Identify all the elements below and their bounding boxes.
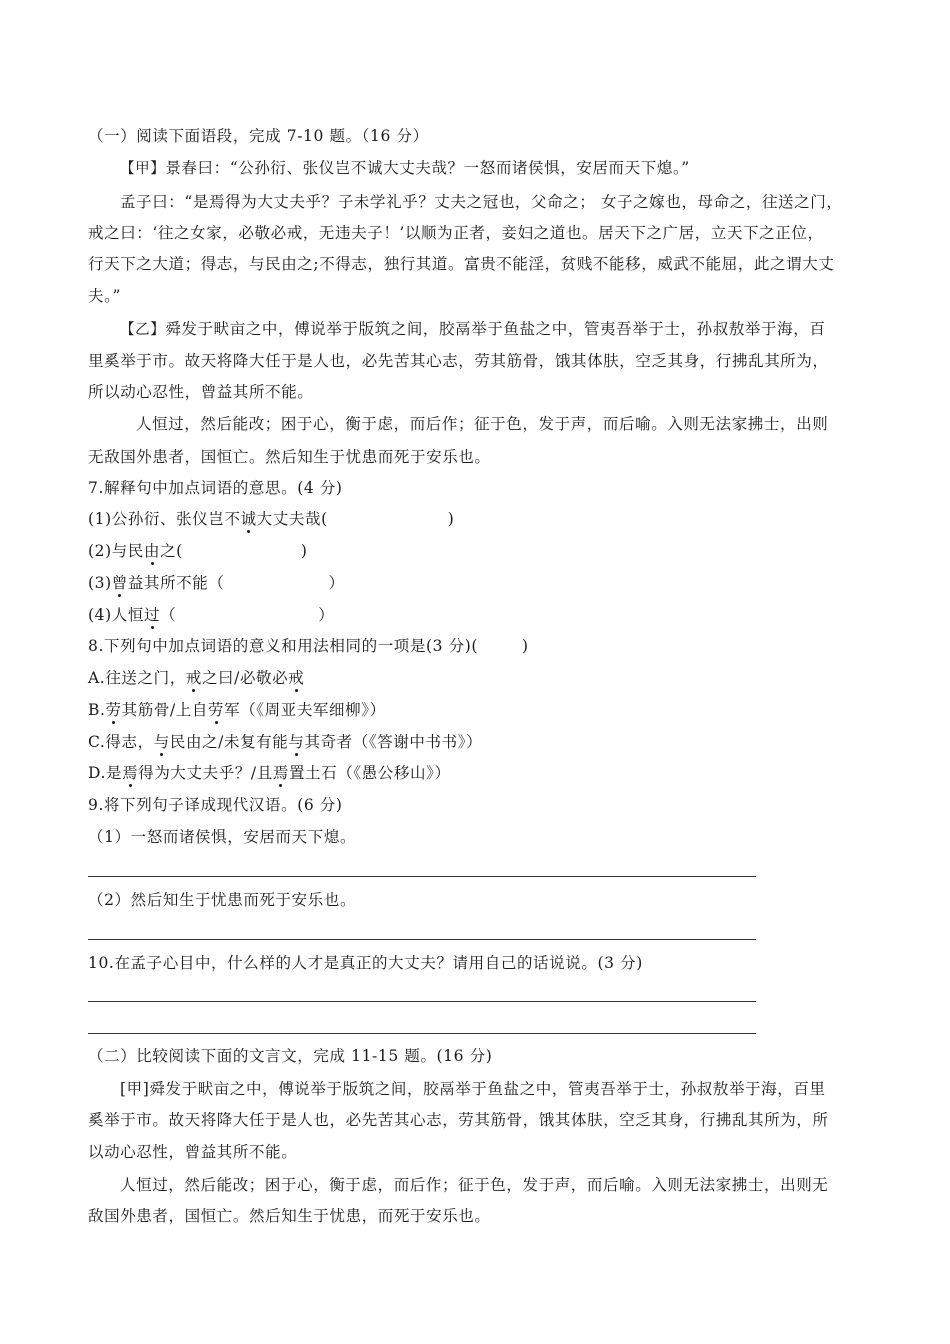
q7-stem: 7.解释句中加点词语的意思。(4 分) [88,479,343,497]
q7-item4-post: （ [160,606,177,624]
yi-label: 【乙】 [120,322,166,338]
q7-item1-pre: (1)公孙衍、张仪岂不 [88,510,241,528]
q7-item2-dotted-word: 由 [143,542,161,560]
jia-p2-line4: 夫。” [88,287,121,305]
q8-d-part1: D.是 [88,764,123,782]
yi-p1-line3: 所以动心忍性，曾益其所不能。 [88,383,314,401]
passage-jia-intro [120,157,690,180]
q7-item3-post: 益其所不能（ [127,574,225,592]
q10-stem: 10.在孟子心目中，什么样的人才是真正的大丈夫？请用自己的话说说。(3 分) [88,954,643,972]
q8-b-dotted2: 劳 [207,701,225,719]
q7-item3-dotted-word: 曾 [111,574,128,592]
q7-item3-close: ） [328,574,345,592]
q7-item1-dotted-word: 诚 [240,510,257,528]
q8-c-part1: C.得志， [88,733,154,751]
passage-yi-line1 [120,318,825,341]
q8-option-a[interactable] [88,667,304,689]
q8-a-part1: A.往送之门， [88,669,186,687]
q9-sentence2: （2）然后知生于忧患而死于安乐也。 [88,891,357,909]
q8-b-part1: B. [88,701,106,719]
q10-answer-line1[interactable] [88,1001,756,1002]
jia-label: 【甲】 [120,161,166,177]
q7-item2-close: ) [300,542,308,560]
q8-c-dotted1: 与 [153,733,170,751]
q8-option-d[interactable] [88,762,451,784]
jia-p2-line1: 孟子曰：“是焉得为大丈夫乎？子未学礼乎？丈夫之冠也，父命之； 女子之嫁也，母命之，往送之门， [120,193,843,211]
q8-b-dotted1: 劳 [105,701,122,719]
q8-d-part2: 得为大丈夫乎？/且 [138,764,273,782]
q7-item1-close: ) [447,510,455,528]
q7-item4-close: ） [318,606,335,624]
yi-p2-line1: 人恒过，然后能改；困于心，衡于虑，而后作；征于色，发于声，而后喻。入则无法家拂士，出则 [136,415,829,433]
q8-d-part3: 置土石（《愚公移山》） [288,764,451,782]
q9-stem: 9.将下列句子译成现代汉语。(6 分) [88,796,343,814]
q8-d-dotted1: 焉 [122,764,139,782]
q7-item2 [88,540,307,562]
section2-p1-line1: [甲]舜发于畎亩之中，傅说举于版筑之间，胶鬲举于鱼盐之中，管夷吾举于士，孙叔敖举于海，百里 [120,1080,826,1098]
q8-stem [88,635,529,657]
q8-a-part2: 之曰/必敬必 [201,669,289,687]
q8-stem-text: 8.下列句中加点词语的意义和用法相同的一项是(3 分)( [88,637,479,655]
yi-p1-line1-text: 舜发于畎亩之中，傅说举于版筑之间，胶鬲举于鱼盐之中，管夷吾举于士，孙叔敖举于海，百 [165,320,826,338]
section2-p2-line2: 敌国外患者，国恒亡。然后知生于忧患，而死于安乐也。 [88,1207,491,1225]
q8-option-b[interactable] [88,699,386,721]
q9-sentence1: （1）一怒而诸侯惧，安居而天下熄。 [88,828,357,846]
section2-p2-line1: 人恒过，然后能改；困于心，衡于虑，而后作；征于色，发于声，而后喻。入则无法家拂士，出则无 [120,1176,829,1194]
q8-c-part2: 民由之/未复有能 [169,733,289,751]
q8-a-dotted2: 戒 [288,669,305,687]
q7-item3 [88,572,345,594]
q7-item3-pre: (3) [88,574,112,592]
q8-d-dotted2: 焉 [272,764,289,782]
q7-item2-post: 之( [160,542,183,560]
q7-item1-post: 大丈夫哉( [256,510,328,528]
q9-answer-line2[interactable] [88,939,756,940]
q8-b-part2: 其筋骨/上自 [121,701,208,719]
q7-item2-pre: (2)与民 [88,542,144,560]
section2-p1-line3: 以动心忍性，曾益其所不能。 [88,1143,298,1161]
q8-stem-close: ) [522,637,529,655]
q9-answer-line1[interactable] [88,876,756,877]
q8-option-c[interactable] [88,731,482,753]
jia-p1-text: 景春曰：“公孙衍、张仪岂不诚大丈夫哉？一怒而诸侯惧，安居而天下熄。” [165,159,690,177]
section2-heading: （二）比较阅读下面的文言文，完成 11-15 题。(16 分) [88,1047,493,1065]
q8-b-part3: 军（《周亚夫军细柳》） [224,701,386,719]
jia-p2-line2: 戒之曰：‘往之女家，必敬必戒，无违夫子！’以顺为正者，妾妇之道也。居天下之广居，立天下之正位， [88,224,824,242]
q8-a-dotted1: 戒 [185,669,202,687]
jia-p2-line3: 行天下之大道；得志，与民由之;不得志，独行其道。富贵不能淫，贫贱不能移，威武不能屈，此之谓大丈 [88,255,835,273]
q8-c-part3: 其奇者（《答谢中书书》） [304,733,483,751]
q7-item4-pre: (4)人恒 [88,606,144,624]
section2-p1-line2: 奚举于市。故天将降大任于是人也，必先苦其心志，劳其筋骨，饿其体肤，空乏其身，行拂乱其所为，所 [88,1111,829,1129]
q7-item1 [88,508,454,530]
yi-p2-line2: 无敌国外患者，国恒亡。然后知生于忧患而死于安乐也。 [88,448,491,466]
q7-item4-dotted-word: 过 [143,606,161,624]
q7-item4 [88,604,334,626]
q10-answer-line2[interactable] [88,1033,756,1034]
yi-p1-line2: 里奚举于市。故天将降大任于是人也，必先苦其心志，劳其筋骨，饿其体肤，空乏其身，行拂乱其所为， [88,352,829,370]
q8-c-dotted2: 与 [288,733,305,751]
section1-heading: （一）阅读下面语段，完成 7-10 题。（16 分） [88,127,429,145]
